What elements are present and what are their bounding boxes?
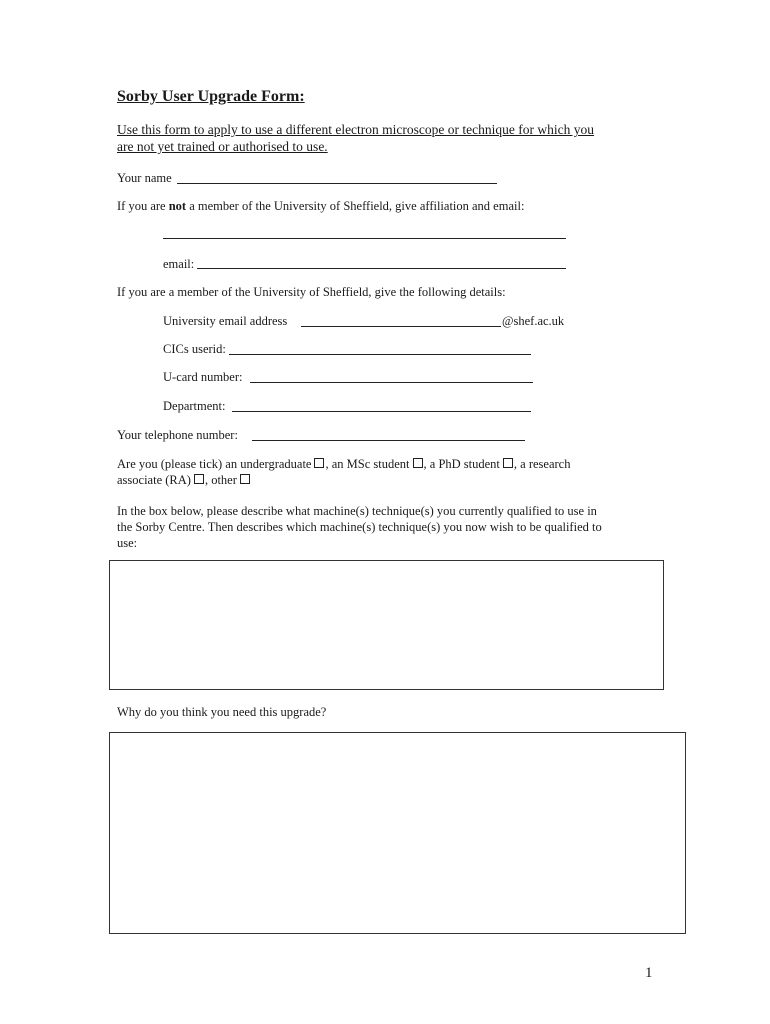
reason-textbox[interactable] xyxy=(109,732,686,934)
ra-checkbox[interactable] xyxy=(194,474,204,484)
university-email-label: University email address xyxy=(163,314,288,328)
other-checkbox[interactable] xyxy=(240,474,250,484)
non-member-prompt: If you are not a member of the University of Sheffield, give affiliation and email: xyxy=(117,199,525,213)
form-title: Sorby User Upgrade Form: xyxy=(117,88,305,105)
page-number: 1 xyxy=(645,965,653,981)
qualifications-textbox[interactable] xyxy=(109,560,664,690)
affiliation-field[interactable] xyxy=(163,238,566,239)
email-suffix: @shef.ac.uk xyxy=(502,314,565,328)
cics-userid-label: CICs userid: xyxy=(163,342,226,356)
email-label: email: xyxy=(163,257,195,271)
intro-line-1: Use this form to apply to use a different electron microscope or technique for which you xyxy=(117,122,594,137)
ucard-field[interactable] xyxy=(250,382,533,383)
intro-line-2: are not yet trained or authorised to use. xyxy=(117,139,328,154)
university-email-field[interactable] xyxy=(301,326,501,327)
undergraduate-checkbox[interactable] xyxy=(314,458,324,468)
status-line-1: Are you (please tick) an undergraduate , an MSc student , a PhD student , a research xyxy=(117,457,571,471)
telephone-label: Your telephone number: xyxy=(117,428,238,442)
department-field[interactable] xyxy=(232,411,531,412)
form-intro xyxy=(117,121,594,155)
msc-checkbox[interactable] xyxy=(413,458,423,468)
describe-line-2: the Sorby Centre. Then describes which machine(s) technique(s) you now wish to be qualified to xyxy=(117,520,602,534)
describe-prompt xyxy=(117,503,602,551)
cics-userid-field[interactable] xyxy=(229,354,531,355)
phd-checkbox[interactable] xyxy=(503,458,513,468)
describe-line-1: In the box below, please describe what machine(s) technique(s) you currently qualified to use in xyxy=(117,504,597,518)
telephone-field[interactable] xyxy=(252,440,525,441)
describe-line-3: use: xyxy=(117,536,138,550)
status-line-2: associate (RA) , other xyxy=(117,473,251,488)
email-field[interactable] xyxy=(197,268,566,269)
ucard-label: U-card number: xyxy=(163,370,243,384)
your-name-field[interactable] xyxy=(177,183,497,184)
department-label: Department: xyxy=(163,399,226,413)
member-prompt: If you are a member of the University of Sheffield, give the following details: xyxy=(117,285,506,299)
why-upgrade-label: Why do you think you need this upgrade? xyxy=(117,705,327,719)
your-name-label: Your name xyxy=(117,171,172,185)
